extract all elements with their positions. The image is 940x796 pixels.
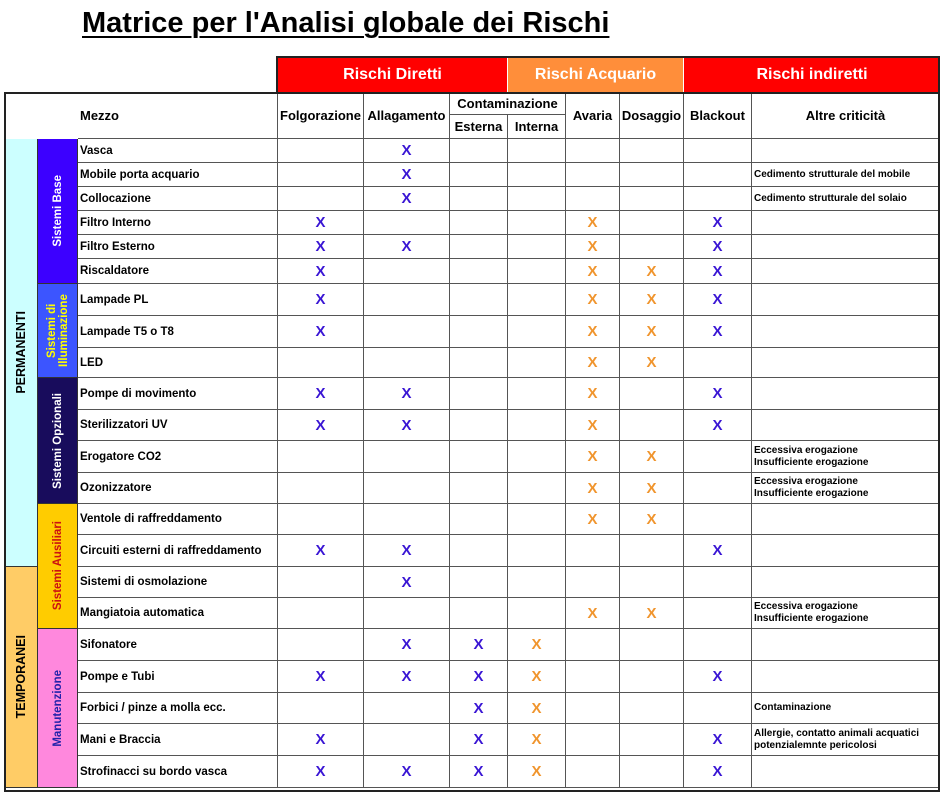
mark-blackout (684, 441, 752, 473)
mark-avaria (566, 535, 620, 567)
mark-dosaggio (620, 693, 684, 724)
mark-folgorazione (278, 598, 364, 629)
page-title: Matrice per l'Analisi globale dei Rischi (82, 7, 610, 39)
altre-criticita-cell (752, 259, 940, 284)
mark-dosaggio: X (620, 284, 684, 316)
mezzo-cell: Pompe e Tubi (78, 661, 278, 693)
mark-avaria: X (566, 316, 620, 348)
subgroup-label: Manutenzione (51, 669, 64, 747)
mark-interna (508, 316, 566, 348)
mark-dosaggio: X (620, 348, 684, 378)
group-header-rischi-indiretti: Rischi indiretti (684, 58, 940, 92)
mark-allagamento: X (364, 139, 450, 163)
mark-allagamento: X (364, 535, 450, 567)
mezzo-cell: Vasca (78, 139, 278, 163)
mark-esterna (450, 504, 508, 535)
mark-folgorazione: X (278, 756, 364, 788)
mark-esterna (450, 473, 508, 504)
altre-criticita-cell: Cedimento strutturale del solaio (752, 187, 940, 211)
mark-allagamento (364, 284, 450, 316)
mark-allagamento (364, 504, 450, 535)
mark-dosaggio (620, 661, 684, 693)
mark-blackout (684, 504, 752, 535)
mark-avaria: X (566, 504, 620, 535)
mark-dosaggio: X (620, 473, 684, 504)
mark-blackout (684, 163, 752, 187)
mark-interna (508, 598, 566, 629)
mark-dosaggio (620, 211, 684, 235)
mark-blackout: X (684, 316, 752, 348)
mark-avaria: X (566, 378, 620, 410)
mark-avaria (566, 163, 620, 187)
mark-interna (508, 259, 566, 284)
mark-esterna (450, 211, 508, 235)
mark-blackout: X (684, 235, 752, 259)
mezzo-cell: Ventole di raffreddamento (78, 504, 278, 535)
group-header-rischi-acquario: Rischi Acquario (508, 58, 684, 92)
altre-criticita-cell (752, 348, 940, 378)
category-label: TEMPORANEI (13, 635, 28, 719)
mark-interna (508, 504, 566, 535)
mezzo-cell: Filtro Esterno (78, 235, 278, 259)
mark-blackout: X (684, 259, 752, 284)
mark-esterna: X (450, 661, 508, 693)
altre-criticita-cell: Eccessiva erogazione Insufficiente erogazione (752, 598, 940, 629)
mark-allagamento: X (364, 163, 450, 187)
mark-avaria: X (566, 211, 620, 235)
mark-allagamento (364, 211, 450, 235)
mark-avaria: X (566, 259, 620, 284)
mark-allagamento: X (364, 629, 450, 661)
mezzo-cell: Forbici / pinze a molla ecc. (78, 693, 278, 724)
mark-interna (508, 235, 566, 259)
mark-avaria: X (566, 348, 620, 378)
mark-dosaggio: X (620, 441, 684, 473)
mark-folgorazione: X (278, 661, 364, 693)
subgroup-manutenzione (38, 629, 78, 788)
column-header-dosaggio: Dosaggio (620, 92, 684, 139)
mark-dosaggio: X (620, 504, 684, 535)
mark-allagamento: X (364, 661, 450, 693)
column-header-avaria: Avaria (566, 92, 620, 139)
mark-esterna (450, 348, 508, 378)
mark-esterna: X (450, 629, 508, 661)
mark-interna: X (508, 724, 566, 756)
mark-dosaggio: X (620, 259, 684, 284)
mark-dosaggio (620, 756, 684, 788)
mark-esterna (450, 598, 508, 629)
column-header-mezzo: Mezzo (78, 92, 278, 139)
mark-blackout (684, 693, 752, 724)
mezzo-cell: Filtro Interno (78, 211, 278, 235)
altre-criticita-cell: Contaminazione (752, 693, 940, 724)
column-header-blackout: Blackout (684, 92, 752, 139)
category-label: PERMANENTI (13, 311, 28, 394)
mark-folgorazione: X (278, 316, 364, 348)
mark-interna (508, 567, 566, 598)
mark-avaria (566, 724, 620, 756)
mark-interna: X (508, 693, 566, 724)
table-row (2, 765, 938, 794)
mark-avaria: X (566, 410, 620, 441)
mark-esterna (450, 441, 508, 473)
altre-criticita-cell (752, 756, 940, 788)
mark-esterna (450, 567, 508, 598)
subgroup-sistemi-di-illuminazione (38, 284, 78, 378)
mark-allagamento (364, 693, 450, 724)
mark-avaria (566, 629, 620, 661)
mark-interna: X (508, 756, 566, 788)
subgroup-sistemi-base (38, 139, 78, 284)
mark-folgorazione (278, 163, 364, 187)
mark-interna (508, 211, 566, 235)
mark-interna (508, 441, 566, 473)
mark-esterna (450, 259, 508, 284)
mark-interna (508, 348, 566, 378)
mark-dosaggio (620, 187, 684, 211)
mark-allagamento (364, 598, 450, 629)
mark-folgorazione (278, 473, 364, 504)
mark-esterna (450, 163, 508, 187)
mark-blackout: X (684, 378, 752, 410)
mezzo-cell: Riscaldatore (78, 259, 278, 284)
altre-criticita-cell (752, 211, 940, 235)
mark-esterna (450, 284, 508, 316)
mark-folgorazione: X (278, 259, 364, 284)
mark-allagamento: X (364, 567, 450, 598)
mark-esterna (450, 378, 508, 410)
mark-dosaggio (620, 163, 684, 187)
mark-interna: X (508, 661, 566, 693)
subgroup-label: Sistemi Opzionali (51, 392, 64, 489)
mark-allagamento (364, 348, 450, 378)
mark-esterna (450, 139, 508, 163)
mark-dosaggio: X (620, 598, 684, 629)
subgroup-label: Sistemi Ausiliari (51, 521, 64, 611)
mark-allagamento: X (364, 756, 450, 788)
mezzo-cell: Lampade T5 o T8 (78, 316, 278, 348)
column-header-folgorazione: Folgorazione (278, 92, 364, 139)
mark-esterna (450, 235, 508, 259)
altre-criticita-cell (752, 629, 940, 661)
mark-folgorazione (278, 693, 364, 724)
mark-folgorazione (278, 348, 364, 378)
mark-blackout (684, 187, 752, 211)
column-header-esterna: Esterna (450, 115, 508, 139)
mezzo-cell: LED (78, 348, 278, 378)
mark-avaria: X (566, 441, 620, 473)
mark-folgorazione: X (278, 378, 364, 410)
mark-allagamento (364, 441, 450, 473)
altre-criticita-cell (752, 567, 940, 598)
mezzo-cell: Strofinacci su bordo vasca (78, 756, 278, 788)
mezzo-cell: Collocazione (78, 187, 278, 211)
mark-folgorazione: X (278, 535, 364, 567)
mark-folgorazione: X (278, 235, 364, 259)
mark-blackout (684, 473, 752, 504)
mark-interna (508, 284, 566, 316)
mark-avaria: X (566, 473, 620, 504)
mark-blackout: X (684, 284, 752, 316)
mezzo-cell: Mobile porta acquario (78, 163, 278, 187)
category-permanenti (4, 139, 38, 567)
mark-dosaggio (620, 535, 684, 567)
mezzo-cell: Circuiti esterni di raffreddamento (78, 535, 278, 567)
mark-folgorazione (278, 629, 364, 661)
mark-blackout (684, 598, 752, 629)
mark-allagamento (364, 259, 450, 284)
mark-esterna: X (450, 693, 508, 724)
mezzo-cell: Mani e Braccia (78, 724, 278, 756)
mark-blackout: X (684, 211, 752, 235)
mezzo-cell: Lampade PL (78, 284, 278, 316)
mark-interna (508, 378, 566, 410)
mark-folgorazione: X (278, 284, 364, 316)
mark-avaria (566, 139, 620, 163)
altre-criticita-cell (752, 235, 940, 259)
mark-allagamento (364, 473, 450, 504)
mark-interna (508, 163, 566, 187)
mark-dosaggio (620, 139, 684, 163)
mark-interna (508, 535, 566, 567)
mark-allagamento: X (364, 235, 450, 259)
subgroup-sistemi-opzionali (38, 378, 78, 504)
column-header-allagamento: Allagamento (364, 92, 450, 139)
mezzo-cell: Ozonizzatore (78, 473, 278, 504)
mark-dosaggio: X (620, 316, 684, 348)
group-header-rischi-diretti: Rischi Diretti (278, 58, 508, 92)
mark-dosaggio (620, 567, 684, 598)
mark-esterna (450, 187, 508, 211)
mark-dosaggio (620, 410, 684, 441)
subgroup-label: Sistemi di Illuminazione (45, 294, 70, 367)
mark-blackout: X (684, 410, 752, 441)
mark-dosaggio (620, 724, 684, 756)
mezzo-cell: Pompe di movimento (78, 378, 278, 410)
mark-blackout (684, 567, 752, 598)
group-header-row (2, 2, 938, 31)
mark-avaria (566, 567, 620, 598)
altre-criticita-cell (752, 139, 940, 163)
mark-blackout (684, 348, 752, 378)
mark-avaria: X (566, 284, 620, 316)
mark-allagamento: X (364, 378, 450, 410)
mezzo-cell: Erogatore CO2 (78, 441, 278, 473)
mark-blackout (684, 139, 752, 163)
column-header-contaminazione: Contaminazione (450, 92, 566, 115)
mark-interna: X (508, 629, 566, 661)
subgroup-label: Sistemi Base (51, 175, 64, 247)
mark-allagamento (364, 724, 450, 756)
mark-folgorazione (278, 139, 364, 163)
mezzo-cell: Mangiatoia automatica (78, 598, 278, 629)
altre-criticita-cell: Eccessiva erogazione Insufficiente erogazione (752, 473, 940, 504)
mark-folgorazione: X (278, 410, 364, 441)
altre-criticita-cell (752, 661, 940, 693)
mark-interna (508, 139, 566, 163)
mark-folgorazione: X (278, 211, 364, 235)
mark-avaria (566, 693, 620, 724)
category-temporanei (4, 567, 38, 788)
mark-avaria (566, 187, 620, 211)
mezzo-cell: Sifonatore (78, 629, 278, 661)
risk-matrix-body (2, 2, 938, 794)
altre-criticita-cell: Allergie, contatto animali acquatici potenzialemnte pericolosi (752, 724, 940, 756)
mezzo-cell: Sterilizzatori UV (78, 410, 278, 441)
column-header-row (2, 33, 938, 62)
mark-blackout: X (684, 661, 752, 693)
altre-criticita-cell (752, 378, 940, 410)
mark-folgorazione (278, 504, 364, 535)
mark-esterna: X (450, 724, 508, 756)
table-row (2, 185, 938, 214)
mark-folgorazione: X (278, 724, 364, 756)
altre-criticita-cell (752, 284, 940, 316)
altre-criticita-cell: Cedimento strutturale del mobile (752, 163, 940, 187)
mark-allagamento: X (364, 410, 450, 441)
mark-interna (508, 473, 566, 504)
mark-dosaggio (620, 235, 684, 259)
mark-blackout (684, 629, 752, 661)
column-header-interna: Interna (508, 115, 566, 139)
mark-avaria: X (566, 598, 620, 629)
mark-dosaggio (620, 629, 684, 661)
mark-esterna (450, 410, 508, 441)
mark-esterna (450, 535, 508, 567)
mark-avaria: X (566, 235, 620, 259)
altre-criticita-cell (752, 504, 940, 535)
mark-blackout: X (684, 756, 752, 788)
altre-criticita-cell (752, 410, 940, 441)
mezzo-cell: Sistemi di osmolazione (78, 567, 278, 598)
mark-folgorazione (278, 187, 364, 211)
altre-criticita-cell: Eccessiva erogazione Insufficiente erogazione (752, 441, 940, 473)
subgroup-sistemi-ausiliari (38, 504, 78, 629)
mark-esterna: X (450, 756, 508, 788)
mark-allagamento: X (364, 187, 450, 211)
mark-blackout: X (684, 724, 752, 756)
mark-folgorazione (278, 567, 364, 598)
mark-allagamento (364, 316, 450, 348)
mark-folgorazione (278, 441, 364, 473)
mark-avaria (566, 661, 620, 693)
mark-interna (508, 410, 566, 441)
altre-criticita-cell (752, 535, 940, 567)
mark-blackout: X (684, 535, 752, 567)
column-header-altre-criticita: Altre criticità (752, 92, 940, 139)
mark-interna (508, 187, 566, 211)
mark-avaria (566, 756, 620, 788)
altre-criticita-cell (752, 316, 940, 348)
mark-esterna (450, 316, 508, 348)
mark-dosaggio (620, 378, 684, 410)
